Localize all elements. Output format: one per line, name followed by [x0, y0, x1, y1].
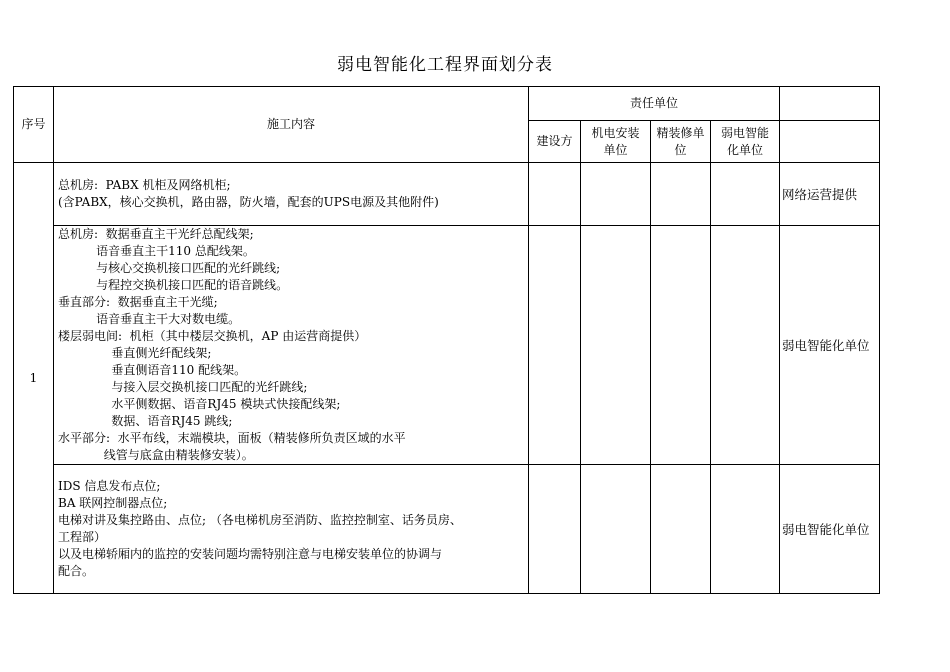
- table-row: [54, 163, 529, 226]
- owner-header: 建设方: [529, 121, 581, 163]
- row-content: IDS 信息发布点位; BA 联网控制器点位; 电梯对讲及集控路由、点位; （各电梯机房至消防、监控控制室、话务员房、 工程部） 以及电梯轿厢内的监控的安装问题均需特别注意与电梯安装单位的协调与 配合。: [58, 479, 462, 578]
- row-content: 总机房: PABX 机柜及网络机柜; (含PABX，核心交换机，路由器，防火墙，配套的UPS电源及其他附件): [58, 178, 439, 209]
- table-row: [54, 226, 529, 465]
- table-row: [54, 465, 529, 594]
- row-content: 总机房: 数据垂直主干光纤总配线架; 语音垂直主干110 总配线架。 与核心交换机接口匹配的光纤跳线; 与程控交换机接口匹配的语音跳线。 垂直部分: 数据垂直主干光缆; 语音垂直主干大对数电缆。 楼层弱电间: 机柜（其中楼层交换机，AP 由运营商提供） 垂直侧光纤配线架; 垂直侧语音110 配线架。 与接入层交换机接口匹配的光纤跳线; 水平侧数据、语音RJ45 模块式快接配线架; 数据、语音RJ45 跳线; 水平部分: 水平布线，末端模块，面板（精装修所负责区域的水平 线管与底盒由精装修安装）。: [58, 227, 406, 462]
- page-title: 弱电智能化工程界面划分表: [337, 55, 553, 75]
- elv-header: 弱电智能 化单位: [711, 121, 780, 163]
- seq-number: 1: [14, 163, 54, 594]
- row-note: 网络运营提供: [782, 186, 858, 202]
- remark-sub-header: [780, 121, 880, 163]
- row-note: 弱电智能化单位: [782, 521, 870, 537]
- remark-header: [780, 87, 880, 121]
- responsible-header: 责任单位: [529, 87, 780, 121]
- row-note: 弱电智能化单位: [782, 337, 870, 353]
- content-header: 施工内容: [54, 87, 529, 163]
- seq-header: 序号: [14, 87, 54, 163]
- division-table: [13, 86, 880, 594]
- mep-header: 机电安装 单位: [581, 121, 651, 163]
- decoration-header: 精装修单 位: [651, 121, 711, 163]
